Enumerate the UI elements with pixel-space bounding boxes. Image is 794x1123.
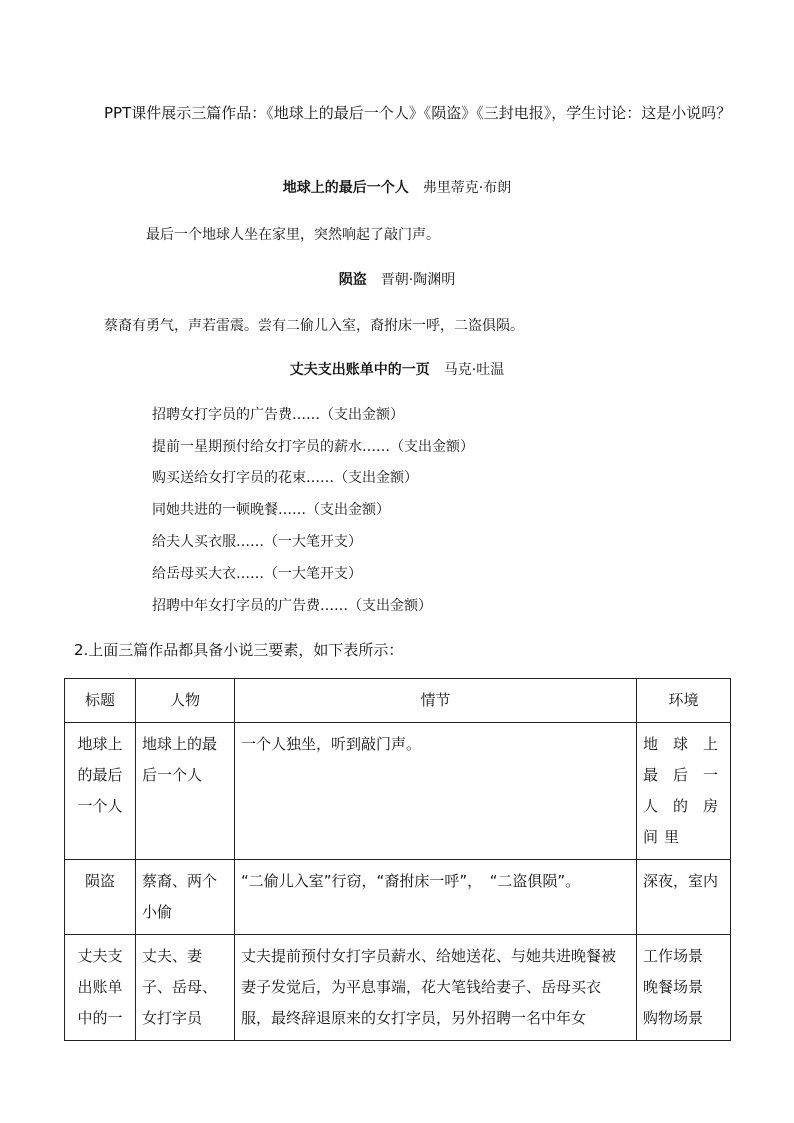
- bill-item: 招聘中年女打字员的广告费……（支出金额）: [152, 598, 432, 614]
- cell-plot: 一个人独坐，听到敲门声。: [235, 723, 637, 860]
- story1-heading: [0, 177, 794, 197]
- story3-title: 丈夫支出账单中的一页: [289, 362, 430, 378]
- cell-characters: 丈夫、妻子、岳母、女打字员: [136, 935, 235, 1041]
- bill-item: 给岳母买大衣……（一大笔开支）: [152, 566, 362, 582]
- story1-title: 地球上的最后一个人: [282, 180, 409, 196]
- bill-item: 提前一星期预付给女打字员的薪水……（支出金额）: [152, 439, 474, 455]
- table-row: [65, 860, 731, 935]
- table-intro: 2.上面三篇作品都具备小说三要素，如下表所示：: [74, 641, 404, 659]
- cell-title: 丈夫支出账单中的一: [65, 935, 136, 1041]
- story3-heading: [0, 359, 794, 379]
- bill-item: 同她共进的一顿晚餐……（支出金额）: [152, 502, 390, 518]
- story1-text: 最后一个地球人坐在家里，突然响起了敲门声。: [146, 227, 440, 243]
- story2-text: 蔡裔有勇气，声若雷震。尝有二偷儿入室，裔拊床一呼，二盗俱陨。: [104, 318, 524, 334]
- header-plot: 情节: [235, 679, 637, 723]
- cell-setting: 地球上最后一人的房间里: [637, 723, 731, 860]
- story2-heading: [0, 269, 794, 289]
- cell-plot: “二偷儿入室”行窃，“裔拊床一呼”， “二盗俱陨”。: [235, 860, 637, 935]
- header-setting: 环境: [637, 679, 731, 723]
- header-title: 标题: [65, 679, 136, 723]
- setting-line: 购物场景: [643, 1009, 704, 1027]
- cell-characters: 地球上的最后一个人: [136, 723, 235, 860]
- intro-paragraph: PPT课件展示三篇作品：《地球上的最后一个人》《陨盗》《三封电报》，学生讨论：这是小说吗？: [104, 104, 732, 122]
- story2-title: 陨盗: [338, 272, 367, 288]
- story2-author: 晋朝·陶渊明: [380, 272, 456, 288]
- table-row: [65, 723, 731, 860]
- cell-setting: 深夜，室内: [637, 860, 731, 935]
- cell-title: 地球上的最后一个人: [65, 723, 136, 860]
- cell-setting: [637, 935, 731, 1041]
- story1-author: 弗里蒂克·布朗: [422, 180, 512, 196]
- elements-table: [64, 678, 731, 1041]
- bill-item: 给夫人买衣服……（一大笔开支）: [152, 534, 362, 550]
- header-characters: 人物: [136, 679, 235, 723]
- cell-plot: 丈夫提前预付女打字员薪水、给她送花、与她共进晚餐被妻子发觉后，为平息事端，花大笔钱给妻子、岳母买衣服，最终辞退原来的女打字员，另外招聘一名中年女: [235, 935, 637, 1041]
- bill-item: 招聘女打字员的广告费……（支出金额）: [152, 407, 404, 423]
- table-header-row: [65, 679, 731, 723]
- setting-line: 工作场景: [643, 947, 704, 965]
- bill-item: 购买送给女打字员的花束……（支出金额）: [152, 470, 418, 486]
- setting-line: 晚餐场景: [643, 978, 704, 996]
- cell-characters: 蔡裔、两个小偷: [136, 860, 235, 935]
- story3-author: 马克·吐温: [443, 362, 505, 378]
- table-row: [65, 935, 731, 1041]
- cell-title: 陨盗: [65, 860, 136, 935]
